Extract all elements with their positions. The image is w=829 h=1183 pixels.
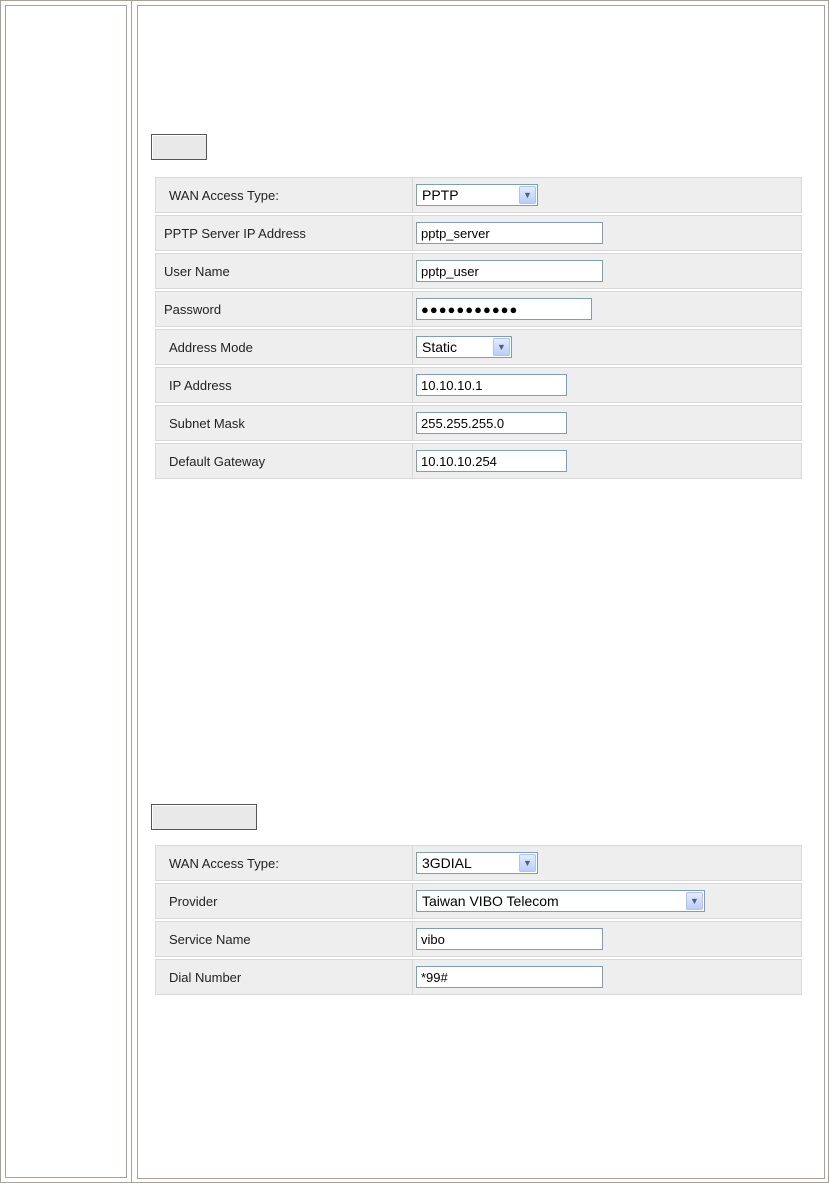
3g-dial-number-row	[155, 959, 802, 997]
provider-value: Taiwan VIBO Telecom	[422, 893, 559, 909]
pptp-server-ip-row	[155, 215, 802, 253]
password-label: Password	[155, 291, 413, 327]
provider-label: Provider	[155, 883, 413, 919]
chevron-down-icon[interactable]: ▼	[519, 854, 536, 872]
provider-select[interactable]	[416, 890, 705, 912]
pptp-tab-button[interactable]	[151, 134, 207, 160]
pptp-form	[155, 177, 802, 481]
3gdial-form	[155, 845, 802, 997]
3g-wan-access-type-value: 3GDIAL	[422, 855, 472, 871]
chevron-down-icon[interactable]: ▼	[493, 338, 510, 356]
address-mode-value: Static	[422, 339, 458, 355]
service-name-input[interactable]: vibo	[416, 928, 603, 950]
address-mode-label: Address Mode	[155, 329, 413, 365]
address-mode-select[interactable]	[416, 336, 512, 358]
user-name-input[interactable]: pptp_user	[416, 260, 603, 282]
pptp-user-name-row	[155, 253, 802, 291]
user-name-label: User Name	[155, 253, 413, 289]
3gdial-tab-button[interactable]	[151, 804, 257, 830]
pptp-wan-access-row	[155, 177, 802, 215]
ip-address-input[interactable]: 10.10.10.1	[416, 374, 567, 396]
pptp-password-row	[155, 291, 802, 329]
dial-number-label: Dial Number	[155, 959, 413, 995]
password-input[interactable]: ●●●●●●●●●●●	[416, 298, 592, 320]
subnet-mask-label: Subnet Mask	[155, 405, 413, 441]
left-column-inner	[5, 5, 127, 1178]
3g-provider-row	[155, 883, 802, 921]
3g-service-name-row	[155, 921, 802, 959]
pptp-default-gateway-row	[155, 443, 802, 481]
subnet-mask-input[interactable]: 255.255.255.0	[416, 412, 567, 434]
3g-wan-access-type-select[interactable]	[416, 852, 538, 874]
wan-access-type-label: WAN Access Type:	[155, 177, 413, 213]
wan-access-type-value: PPTP	[422, 187, 459, 203]
default-gateway-input[interactable]: 10.10.10.254	[416, 450, 567, 472]
3g-wan-access-row	[155, 845, 802, 883]
pptp-subnet-mask-row	[155, 405, 802, 443]
chevron-down-icon[interactable]: ▼	[519, 186, 536, 204]
3g-wan-access-type-label: WAN Access Type:	[155, 845, 413, 881]
pptp-address-mode-row	[155, 329, 802, 367]
pptp-ip-address-row	[155, 367, 802, 405]
chevron-down-icon[interactable]: ▼	[686, 892, 703, 910]
server-ip-label: PPTP Server IP Address	[155, 215, 413, 251]
dial-number-input[interactable]: *99#	[416, 966, 603, 988]
server-ip-input[interactable]: pptp_server	[416, 222, 603, 244]
default-gateway-label: Default Gateway	[155, 443, 413, 479]
left-column	[1, 1, 132, 1182]
ip-address-label: IP Address	[155, 367, 413, 403]
service-name-label: Service Name	[155, 921, 413, 957]
wan-access-type-select[interactable]	[416, 184, 538, 206]
